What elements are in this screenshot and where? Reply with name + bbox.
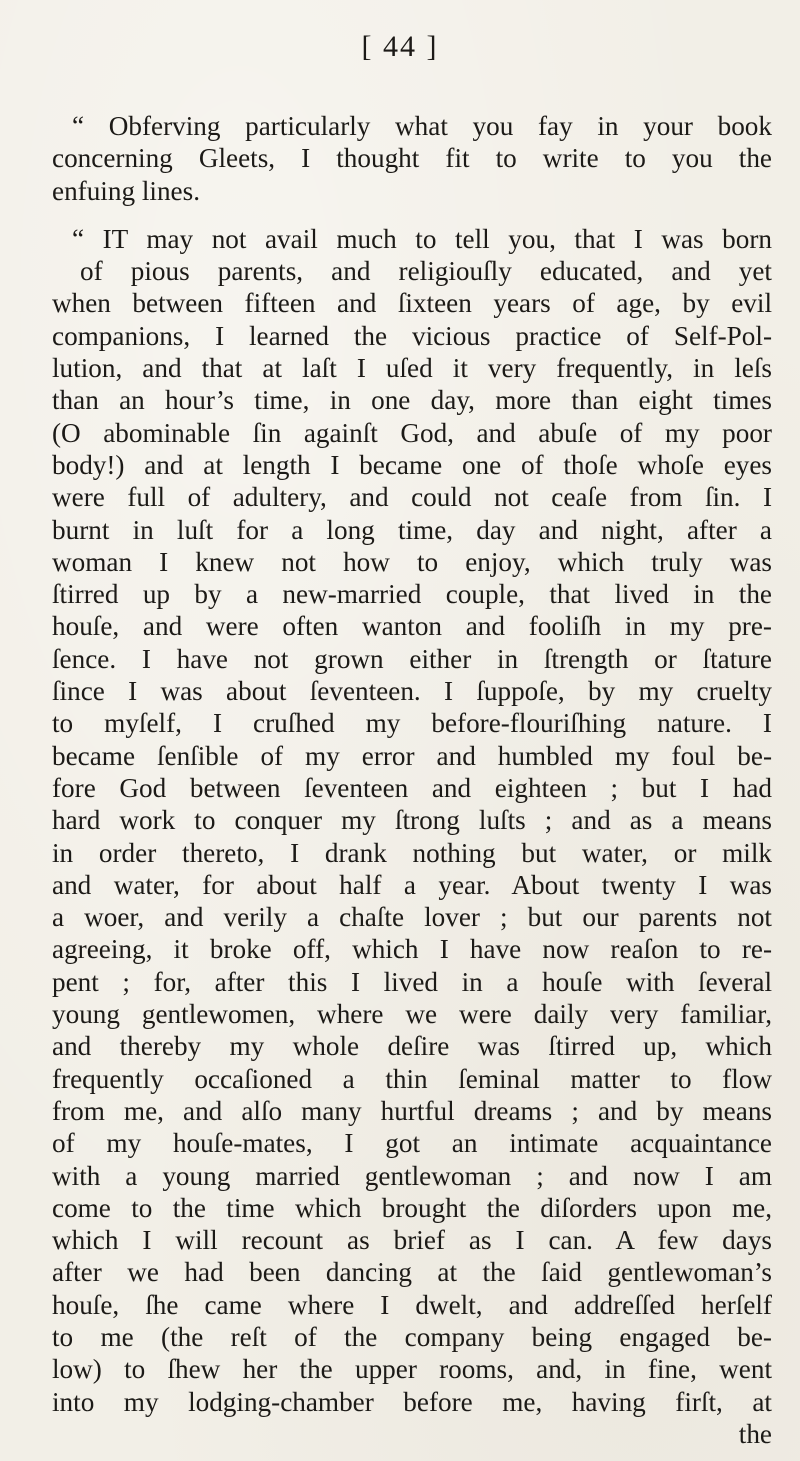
body-line: with a young married gentlewoman ; and now I am [52,1160,772,1191]
body-line: than an hour’s time, in one day, more than eight times [52,385,772,416]
body-line: of my houſe-mates, I got an intimate acquaintance [52,1128,772,1159]
body-line: a woer, and verily a chaſte lover ; but our parents not [52,902,772,933]
body-line: from me, and alſo many hurtful dreams ; and by means [52,1095,772,1126]
body-line: to myſelf, I cruſhed my before-flouriſhing nature. I [52,708,772,739]
body-line: ſince I was about ſeventeen. I ſuppoſe, by my cruelty [52,676,772,707]
body-line: young gentlewomen, where we were daily very familiar, [52,999,772,1030]
body-line: lution, and that at laſt I uſed it very frequently, in leſs [52,353,772,384]
body-line: ſence. I have not grown either in ſtrength or ſtature [52,643,772,674]
body-line: were full of adultery, and could not ceaſe from ſin. I [52,482,772,513]
body-line: pent ; for, after this I lived in a houſe with ſeveral [52,966,772,997]
intro-line: concerning Gleets, I thought fit to write to you the [52,143,772,174]
intro-line: enfuing lines. [52,175,200,206]
catchword: the [738,1418,772,1449]
body-line: houſe, ſhe came where I dwelt, and addreſſed herſelf [52,1289,772,1320]
body-line: hard work to conquer my ſtrong luſts ; and as a means [52,805,772,836]
body-line: which I will recount as brief as I can. A few days [52,1225,772,1256]
body-line: when between fifteen and ſixteen years of age, by evil [52,288,772,319]
body-line: low) to ſhew her the upper rooms, and, in fine, went [52,1354,772,1385]
body-line: “ IT may not avail much to tell you, that I was born [72,223,772,254]
body-line: houſe, and were often wanton and fooliſh in my pre- [52,611,772,642]
body-line: after we had been dancing at the ſaid gentlewoman’s [52,1257,772,1288]
body-line: and water, for about half a year. About twenty I was [52,869,772,900]
body-line: frequently occaſioned a thin ſeminal matter to flow [52,1063,772,1094]
body-line: woman I knew not how to enjoy, which truly was [52,546,772,577]
body-line: agreeing, it broke off, which I have now reaſon to re- [52,934,772,965]
body-line: burnt in luſt for a long time, day and night, after a [52,514,772,545]
body-line: to me (the reſt of the company being engaged be- [52,1321,772,1352]
body-line: into my lodging-chamber before me, having firſt, at [52,1386,772,1417]
body-line: ſtirred up by a new-married couple, that lived in the [52,579,772,610]
intro-line: “ Obferving particularly what you fay in your book [72,111,772,141]
paragraph-gap [52,207,772,223]
body-line: in order thereto, I drank nothing but water, or milk [52,837,772,868]
body-line: body!) and at length I became one of thoſe whoſe eyes [52,449,772,480]
body-line: became ſenſible of my error and humbled my foul be- [52,740,772,771]
body-line: come to the time which brought the diſorders upon me, [52,1192,772,1223]
body-line: (O abominable ſin againſt God, and abuſe of my poor [52,417,772,448]
page-number: [ 44 ] [361,30,439,63]
body-line: of pious parents, and religiouſly educated, and yet [80,256,772,287]
letter-text [52,110,772,1450]
body-line: and thereby my whole deſire was ſtirred up, which [52,1031,772,1062]
body-line: fore God between ſeventeen and eighteen ; but I had [52,772,772,803]
body-line: companions, I learned the vicious practice of Self-Pol- [52,320,772,351]
